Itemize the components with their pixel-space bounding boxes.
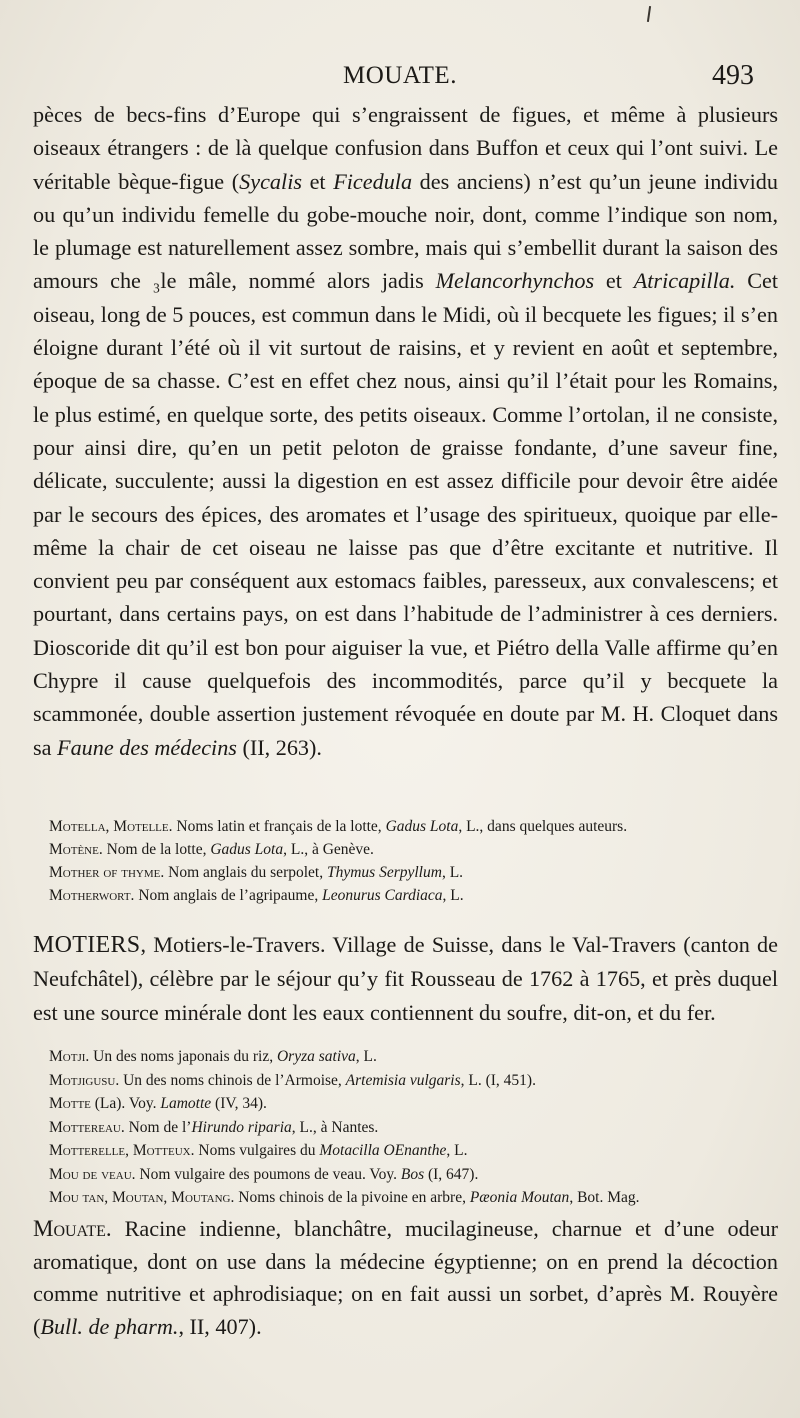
entry-head: Motjigusu. [49,1071,120,1089]
text-run: et [302,168,334,194]
entry-tail: , L. [446,1142,468,1159]
entry-head: Motterelle, Motteux. [49,1142,195,1159]
entry-tail: , L., à Nantes. [291,1118,379,1136]
entry-text: Noms chinois de la pivoine en arbre, [234,1189,470,1206]
text-run: (II, 263). [236,734,322,760]
italic-term: Sycalis [239,168,302,194]
entry-tail: , L. (I, 451). [460,1071,536,1089]
stray-ink-mark [647,6,651,22]
entry-tail: , L., à Genève. [283,841,374,858]
text-run: des anciens) n’est qu’un jeune individu ou qu’un individu femelle du gobe-mouche noir, dont, comme l’indique son nom, le plumage est naturellement assez sombre, mais qui s’embellit durant la saison des amours che ₃le mâle, nommé alors jadis [33,168,778,294]
entry-motene [33,838,778,861]
entries-group-b [33,1045,778,1210]
italic-term: Ficedula [333,168,413,194]
entry-italic: Bull. de pharm. [40,1313,179,1339]
entry-head: Mou de veau. [49,1165,136,1183]
entry-tail: , L. [441,864,464,881]
entry-text: Racine indienne, blanchâtre, mucilagineuse, charnue et d’une odeur aromatique, dont on use dans la médecine égyptienne; on en prend la décoction comme nutritive et aphrodisiaque; on en fait aussi un sorbet, d’après M. Rouyère ( [33,1216,778,1339]
entry-italic: Artemisia vulgaris [345,1071,461,1089]
text-run: et [594,268,634,294]
entry-text: Noms latin et français de la lotte, [172,818,386,835]
italic-term: Melancorhynchos [435,268,595,294]
entry-tail: (I, 647). [424,1165,479,1183]
italic-term: Atricapilla. [633,268,736,294]
entry-head: MOTIERS [33,932,141,958]
entry-mou-tan [33,1186,778,1210]
entry-motella [33,815,778,838]
entry-mouate [33,1213,778,1343]
entry-text: Nom anglais de l’agripaume, [134,887,323,904]
entry-tail: (IV, 34). [211,1095,267,1112]
main-paragraph [33,98,778,764]
entry-italic: Lamotte [160,1095,212,1112]
entry-italic: Gadus Lota [210,841,284,858]
entry-head: Motherwort. [49,887,135,904]
entry-head: Motji. [49,1048,90,1065]
entry-text: Un des noms japonais du riz, [89,1048,277,1065]
entry-motjigusu [33,1069,778,1093]
entry-head: Mottereau. [49,1118,125,1136]
entry-text: Nom de l’ [124,1118,192,1136]
entries-group-a [33,815,778,907]
entry-motherwort [33,884,778,907]
entry-mottereau [33,1116,778,1140]
entry-text: Nom anglais du serpolet, [164,864,327,881]
italic-term: Faune des médecins [57,734,237,760]
running-head: MOUATE. [343,62,457,89]
entry-head: Mother of thyme. [49,864,165,881]
entry-head: Mouate. [33,1216,112,1241]
entry-italic: Hirundo riparia [191,1118,292,1136]
entry-mou-de-veau [33,1163,778,1187]
page-number: 493 [712,60,754,91]
entry-mother-of-thyme [33,861,778,884]
entry-tail: , Bot. Mag. [569,1189,640,1206]
entry-motiers [33,928,778,1029]
text-run: pèces de becs-fins d’Europe qui s’engraissent de figues, et même à plusieurs oiseaux étrangers : de là quelque confusion dans Buffon et ceux qui l’ont suivi. Le véritable bèque-figue ( [33,102,778,194]
entry-head: Motène. [49,841,103,858]
entry-text: Nom de la lotte, [102,841,211,858]
entry-head: Mou tan, Moutan, Moutang. [49,1189,235,1206]
entry-italic: Pæonia Moutan [469,1189,570,1206]
entry-motterelle [33,1139,778,1163]
entry-text: (La). Voy. [90,1095,161,1112]
entry-italic: Oryza sativa [276,1048,356,1065]
entry-italic: Gadus Lota [385,818,459,835]
entry-text: Noms vulgaires du [194,1142,320,1159]
entry-tail: , L. [442,887,464,904]
entry-motte [33,1092,778,1116]
entry-tail: , II, 407). [178,1313,262,1339]
entry-italic: Motacilla OEnanthe [319,1142,447,1159]
entry-italic: Bos [400,1165,425,1183]
entry-tail: , L., dans quelques auteurs. [458,818,628,835]
page-header [30,60,770,100]
entry-italic: Thymus Serpyllum [326,864,442,881]
entry-text: Un des noms chinois de l’Armoise, [119,1071,346,1089]
entry-tail: , L. [355,1048,377,1065]
entry-italic: Leonurus Cardiaca [322,887,443,904]
entry-text: , Motiers-le-Travers. Village de Suisse, dans le Val-Travers (canton de Neufchâtel), célèbre par le séjour qu’y fit Rousseau de 1762 à 1765, et près duquel est une source minérale dont les eaux contiennent du soufre, dit-on, et du fer. [33,932,778,1025]
entry-text: Nom vulgaire des poumons de veau. Voy. [135,1165,401,1183]
entry-motji [33,1045,778,1069]
entry-head: Motella, Motelle. [49,818,173,835]
text-run: Cet oiseau, long de 5 pouces, est commun dans le Midi, où il becquete les figues; il s’en éloigne durant l’été où il vit surtout de raisins, et y revient en août et septembre, époque de sa chasse. C’est en effet chez nous, ainsi qu’il l’était pour les Romains, le plus estimé, en quelque sorte, des petits oiseaux. Comme l’ortolan, il ne consiste, pour ainsi dire, qu’en un petit peloton de graisse fondante, d’une saveur fine, délicate, succulente; aussi la digestion en est assez difficile pour devoir être aidée par le secours des épices, des aromates et l’usage des spiritueux, quoique par elle-même la chair de cet oiseau ne laisse pas que d’être excitante et nutritive. Il convient peu par conséquent aux estomacs faibles, paresseux, aux convalescens; et pourtant, dans certains pays, on est dans l’habitude de l’administrer à ces derniers. Dioscoride dit qu’il est bon pour aiguiser la vue, et Piétro della Valle affirme qu’en Chypre il cause quelquefois des incommodités, parce qu’il y becquete la scammonée, double assertion justement révoquée en doute par M. H. Cloquet dans sa [33,268,778,760]
entry-head: Motte [49,1095,91,1112]
paragraph-becfigue [33,98,778,764]
